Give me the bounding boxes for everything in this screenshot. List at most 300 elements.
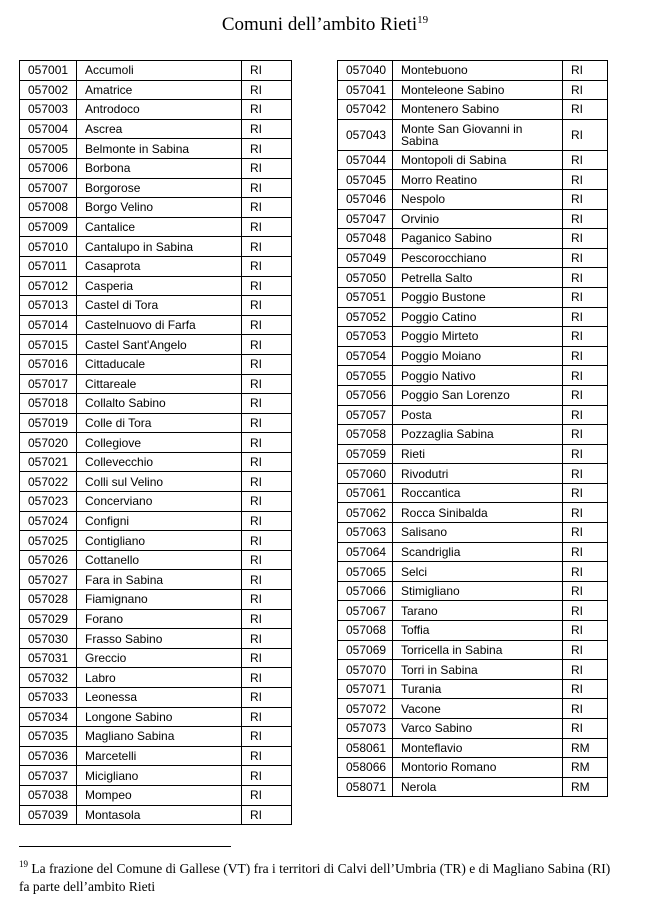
comuni-table-right bbox=[337, 60, 608, 797]
province-cell: RI bbox=[242, 237, 292, 257]
comune-name-cell: Rocca Sinibalda bbox=[393, 503, 563, 523]
province-cell: RI bbox=[563, 268, 608, 288]
comune-code-cell: 057059 bbox=[338, 444, 393, 464]
province-cell: RI bbox=[242, 413, 292, 433]
comune-code-cell: 058061 bbox=[338, 738, 393, 758]
comune-name-cell: Collalto Sabino bbox=[77, 394, 242, 414]
table-row bbox=[20, 746, 292, 766]
comune-name-cell: Montasola bbox=[77, 805, 242, 825]
province-cell: RI bbox=[563, 327, 608, 347]
province-cell: RI bbox=[242, 629, 292, 649]
comune-code-cell: 058071 bbox=[338, 777, 393, 797]
comune-code-cell: 057029 bbox=[20, 609, 77, 629]
comune-code-cell: 057041 bbox=[338, 80, 393, 100]
comune-code-cell: 057021 bbox=[20, 452, 77, 472]
province-cell: RM bbox=[563, 758, 608, 778]
comune-code-cell: 057030 bbox=[20, 629, 77, 649]
province-cell: RI bbox=[242, 276, 292, 296]
table-row bbox=[20, 492, 292, 512]
comune-code-cell: 057056 bbox=[338, 385, 393, 405]
comune-name-cell: Pescorocchiano bbox=[393, 248, 563, 268]
province-cell: RI bbox=[563, 61, 608, 81]
comune-code-cell: 057043 bbox=[338, 119, 393, 150]
province-cell: RI bbox=[242, 315, 292, 335]
comune-name-cell: Vacone bbox=[393, 699, 563, 719]
table-row bbox=[20, 472, 292, 492]
province-cell: RI bbox=[563, 170, 608, 190]
province-cell: RI bbox=[563, 405, 608, 425]
comune-code-cell: 057042 bbox=[338, 100, 393, 120]
comune-name-cell: Monteleone Sabino bbox=[393, 80, 563, 100]
comune-name-cell: Micigliano bbox=[77, 766, 242, 786]
table-row bbox=[338, 738, 608, 758]
province-cell: RI bbox=[242, 374, 292, 394]
table-row bbox=[20, 688, 292, 708]
comune-name-cell: Frasso Sabino bbox=[77, 629, 242, 649]
table-row bbox=[338, 425, 608, 445]
table-row bbox=[338, 248, 608, 268]
province-cell: RI bbox=[242, 472, 292, 492]
province-cell: RI bbox=[242, 119, 292, 139]
table-row bbox=[20, 315, 292, 335]
comune-code-cell: 057054 bbox=[338, 346, 393, 366]
comune-code-cell: 057032 bbox=[20, 668, 77, 688]
comune-name-cell: Monte San Giovanni in Sabina bbox=[393, 119, 563, 150]
province-cell: RI bbox=[242, 727, 292, 747]
province-cell: RI bbox=[563, 209, 608, 229]
table-row bbox=[20, 178, 292, 198]
table-row bbox=[338, 444, 608, 464]
comune-name-cell: Varco Sabino bbox=[393, 719, 563, 739]
comune-name-cell: Turania bbox=[393, 679, 563, 699]
table-row bbox=[338, 100, 608, 120]
table-row bbox=[20, 217, 292, 237]
comune-code-cell: 057067 bbox=[338, 601, 393, 621]
comune-name-cell: Rivodutri bbox=[393, 464, 563, 484]
province-cell: RI bbox=[242, 217, 292, 237]
table-row bbox=[338, 562, 608, 582]
table-row bbox=[338, 80, 608, 100]
comune-name-cell: Mompeo bbox=[77, 785, 242, 805]
comune-code-cell: 057044 bbox=[338, 150, 393, 170]
comune-name-cell: Orvinio bbox=[393, 209, 563, 229]
comune-code-cell: 057035 bbox=[20, 727, 77, 747]
province-cell: RI bbox=[242, 80, 292, 100]
comune-name-cell: Pozzaglia Sabina bbox=[393, 425, 563, 445]
comune-name-cell: Contigliano bbox=[77, 531, 242, 551]
table-row bbox=[338, 640, 608, 660]
province-cell: RI bbox=[563, 150, 608, 170]
comune-code-cell: 057058 bbox=[338, 425, 393, 445]
comune-code-cell: 057022 bbox=[20, 472, 77, 492]
comune-name-cell: Forano bbox=[77, 609, 242, 629]
comune-name-cell: Scandriglia bbox=[393, 542, 563, 562]
table-row bbox=[20, 785, 292, 805]
table-row bbox=[20, 550, 292, 570]
comune-name-cell: Colli sul Velino bbox=[77, 472, 242, 492]
comune-code-cell: 057001 bbox=[20, 61, 77, 81]
comune-code-cell: 057028 bbox=[20, 590, 77, 610]
comune-name-cell: Poggio Nativo bbox=[393, 366, 563, 386]
table-row bbox=[338, 366, 608, 386]
comune-code-cell: 057069 bbox=[338, 640, 393, 660]
comune-name-cell: Casperia bbox=[77, 276, 242, 296]
province-cell: RI bbox=[242, 158, 292, 178]
province-cell: RI bbox=[242, 178, 292, 198]
province-cell: RI bbox=[242, 805, 292, 825]
province-cell: RI bbox=[242, 256, 292, 276]
comune-name-cell: Tarano bbox=[393, 601, 563, 621]
province-cell: RI bbox=[563, 229, 608, 249]
comune-name-cell: Collevecchio bbox=[77, 452, 242, 472]
comune-name-cell: Poggio Bustone bbox=[393, 287, 563, 307]
table-row bbox=[20, 119, 292, 139]
comune-name-cell: Magliano Sabina bbox=[77, 727, 242, 747]
province-cell: RI bbox=[563, 366, 608, 386]
comune-name-cell: Castelnuovo di Farfa bbox=[77, 315, 242, 335]
province-cell: RI bbox=[242, 609, 292, 629]
comune-code-cell: 057007 bbox=[20, 178, 77, 198]
comune-name-cell: Cottanello bbox=[77, 550, 242, 570]
table-row bbox=[338, 150, 608, 170]
table-row bbox=[20, 374, 292, 394]
comune-name-cell: Concerviano bbox=[77, 492, 242, 512]
comune-name-cell: Borgo Velino bbox=[77, 198, 242, 218]
comune-name-cell: Nerola bbox=[393, 777, 563, 797]
comune-code-cell: 057003 bbox=[20, 100, 77, 120]
province-cell: RI bbox=[242, 590, 292, 610]
province-cell: RI bbox=[563, 503, 608, 523]
province-cell: RM bbox=[563, 777, 608, 797]
comune-code-cell: 057034 bbox=[20, 707, 77, 727]
province-cell: RI bbox=[563, 464, 608, 484]
province-cell: RI bbox=[563, 581, 608, 601]
comune-name-cell: Ascrea bbox=[77, 119, 242, 139]
comune-name-cell: Collegiove bbox=[77, 433, 242, 453]
province-cell: RM bbox=[563, 738, 608, 758]
comune-name-cell: Configni bbox=[77, 511, 242, 531]
comune-name-cell: Torricella in Sabina bbox=[393, 640, 563, 660]
comune-code-cell: 057038 bbox=[20, 785, 77, 805]
province-cell: RI bbox=[563, 425, 608, 445]
province-cell: RI bbox=[563, 119, 608, 150]
table-row bbox=[338, 581, 608, 601]
comune-name-cell: Greccio bbox=[77, 648, 242, 668]
table-row bbox=[20, 158, 292, 178]
comune-name-cell: Selci bbox=[393, 562, 563, 582]
table-row bbox=[20, 335, 292, 355]
table-row bbox=[20, 256, 292, 276]
province-cell: RI bbox=[563, 562, 608, 582]
comune-name-cell: Cittaducale bbox=[77, 354, 242, 374]
province-cell: RI bbox=[242, 492, 292, 512]
comune-code-cell: 057005 bbox=[20, 139, 77, 159]
comune-code-cell: 057004 bbox=[20, 119, 77, 139]
comune-code-cell: 057049 bbox=[338, 248, 393, 268]
table-row bbox=[20, 100, 292, 120]
table-row bbox=[20, 198, 292, 218]
comune-name-cell: Cantalice bbox=[77, 217, 242, 237]
comune-code-cell: 057019 bbox=[20, 413, 77, 433]
table-row bbox=[338, 523, 608, 543]
province-cell: RI bbox=[563, 385, 608, 405]
page-title bbox=[0, 14, 650, 36]
province-cell: RI bbox=[242, 296, 292, 316]
comune-name-cell: Poggio Mirteto bbox=[393, 327, 563, 347]
province-cell: RI bbox=[242, 707, 292, 727]
comune-code-cell: 057055 bbox=[338, 366, 393, 386]
comune-name-cell: Cantalupo in Sabina bbox=[77, 237, 242, 257]
table-row bbox=[20, 668, 292, 688]
table-row bbox=[20, 276, 292, 296]
comune-name-cell: Montopoli di Sabina bbox=[393, 150, 563, 170]
comune-code-cell: 057057 bbox=[338, 405, 393, 425]
province-cell: RI bbox=[563, 307, 608, 327]
table-row bbox=[20, 570, 292, 590]
comune-name-cell: Castel Sant'Angelo bbox=[77, 335, 242, 355]
table-row bbox=[20, 648, 292, 668]
comune-name-cell: Poggio Moiano bbox=[393, 346, 563, 366]
table-row bbox=[20, 61, 292, 81]
table-row bbox=[338, 209, 608, 229]
comune-code-cell: 057037 bbox=[20, 766, 77, 786]
comune-code-cell: 057023 bbox=[20, 492, 77, 512]
province-cell: RI bbox=[242, 648, 292, 668]
table-row bbox=[20, 609, 292, 629]
comune-name-cell: Casaprota bbox=[77, 256, 242, 276]
table-row bbox=[338, 601, 608, 621]
title-text: Comuni dell’ambito Rieti bbox=[221, 14, 418, 35]
province-cell: RI bbox=[242, 550, 292, 570]
footnote-text: La frazione del Comune di Gallese (VT) fra i territori di Calvi dell’Umbria (TR) e di Magliano Sabina (RI) fa parte dell’ambito Rieti bbox=[19, 861, 611, 894]
comune-code-cell: 057018 bbox=[20, 394, 77, 414]
comune-code-cell: 057060 bbox=[338, 464, 393, 484]
comune-name-cell: Longone Sabino bbox=[77, 707, 242, 727]
comune-name-cell: Belmonte in Sabina bbox=[77, 139, 242, 159]
table-row bbox=[338, 119, 608, 150]
comune-name-cell: Montenero Sabino bbox=[393, 100, 563, 120]
comune-name-cell: Petrella Salto bbox=[393, 268, 563, 288]
province-cell: RI bbox=[242, 61, 292, 81]
comune-name-cell: Amatrice bbox=[77, 80, 242, 100]
comune-code-cell: 057015 bbox=[20, 335, 77, 355]
comune-code-cell: 057052 bbox=[338, 307, 393, 327]
comune-code-cell: 057027 bbox=[20, 570, 77, 590]
province-cell: RI bbox=[242, 531, 292, 551]
comune-code-cell: 057009 bbox=[20, 217, 77, 237]
comune-name-cell: Roccantica bbox=[393, 483, 563, 503]
comune-name-cell: Accumoli bbox=[77, 61, 242, 81]
province-cell: RI bbox=[563, 523, 608, 543]
footnote-separator bbox=[19, 846, 231, 847]
table-row bbox=[338, 229, 608, 249]
province-cell: RI bbox=[563, 679, 608, 699]
province-cell: RI bbox=[242, 688, 292, 708]
comune-code-cell: 057016 bbox=[20, 354, 77, 374]
title-footnote-marker: 19 bbox=[417, 14, 429, 26]
comune-code-cell: 057033 bbox=[20, 688, 77, 708]
comune-code-cell: 057012 bbox=[20, 276, 77, 296]
comune-code-cell: 057065 bbox=[338, 562, 393, 582]
comune-code-cell: 057048 bbox=[338, 229, 393, 249]
comune-name-cell: Posta bbox=[393, 405, 563, 425]
comune-name-cell: Torri in Sabina bbox=[393, 660, 563, 680]
comune-code-cell: 057014 bbox=[20, 315, 77, 335]
table-row bbox=[338, 405, 608, 425]
comune-code-cell: 057002 bbox=[20, 80, 77, 100]
table-row bbox=[20, 139, 292, 159]
table-row bbox=[338, 327, 608, 347]
table-row bbox=[338, 346, 608, 366]
province-cell: RI bbox=[563, 699, 608, 719]
comune-code-cell: 057045 bbox=[338, 170, 393, 190]
province-cell: RI bbox=[242, 785, 292, 805]
table-row bbox=[20, 727, 292, 747]
table-row bbox=[338, 385, 608, 405]
table-row bbox=[338, 170, 608, 190]
province-cell: RI bbox=[242, 570, 292, 590]
table-row bbox=[20, 629, 292, 649]
comune-name-cell: Nespolo bbox=[393, 189, 563, 209]
province-cell: RI bbox=[563, 660, 608, 680]
table-row bbox=[338, 464, 608, 484]
province-cell: RI bbox=[242, 511, 292, 531]
table-row bbox=[338, 679, 608, 699]
comune-code-cell: 057039 bbox=[20, 805, 77, 825]
comune-name-cell: Borgorose bbox=[77, 178, 242, 198]
province-cell: RI bbox=[563, 80, 608, 100]
province-cell: RI bbox=[242, 139, 292, 159]
table-row bbox=[338, 268, 608, 288]
province-cell: RI bbox=[563, 621, 608, 641]
province-cell: RI bbox=[563, 601, 608, 621]
comune-name-cell: Antrodoco bbox=[77, 100, 242, 120]
table-row bbox=[338, 307, 608, 327]
table-row bbox=[20, 452, 292, 472]
comune-code-cell: 057011 bbox=[20, 256, 77, 276]
table-row bbox=[338, 660, 608, 680]
footnote bbox=[19, 855, 619, 896]
table-row bbox=[338, 542, 608, 562]
table-row bbox=[20, 354, 292, 374]
comune-code-cell: 057053 bbox=[338, 327, 393, 347]
comune-name-cell: Stimigliano bbox=[393, 581, 563, 601]
table-row bbox=[20, 433, 292, 453]
province-cell: RI bbox=[242, 354, 292, 374]
province-cell: RI bbox=[563, 444, 608, 464]
province-cell: RI bbox=[563, 100, 608, 120]
province-cell: RI bbox=[242, 198, 292, 218]
comune-code-cell: 057010 bbox=[20, 237, 77, 257]
comune-name-cell: Marcetelli bbox=[77, 746, 242, 766]
comune-code-cell: 057062 bbox=[338, 503, 393, 523]
table-row bbox=[338, 719, 608, 739]
province-cell: RI bbox=[563, 346, 608, 366]
comune-name-cell: Salisano bbox=[393, 523, 563, 543]
comune-name-cell: Morro Reatino bbox=[393, 170, 563, 190]
comune-name-cell: Poggio Catino bbox=[393, 307, 563, 327]
comune-name-cell: Fara in Sabina bbox=[77, 570, 242, 590]
table-row bbox=[20, 531, 292, 551]
table-row bbox=[338, 61, 608, 81]
comune-code-cell: 057047 bbox=[338, 209, 393, 229]
province-cell: RI bbox=[242, 394, 292, 414]
table-row bbox=[338, 287, 608, 307]
comune-code-cell: 057072 bbox=[338, 699, 393, 719]
comune-code-cell: 057036 bbox=[20, 746, 77, 766]
comune-name-cell: Montorio Romano bbox=[393, 758, 563, 778]
table-row bbox=[20, 590, 292, 610]
comune-code-cell: 057063 bbox=[338, 523, 393, 543]
comune-name-cell: Cittareale bbox=[77, 374, 242, 394]
comune-code-cell: 057061 bbox=[338, 483, 393, 503]
table-row bbox=[338, 503, 608, 523]
comune-code-cell: 057064 bbox=[338, 542, 393, 562]
table-row bbox=[20, 394, 292, 414]
comune-name-cell: Paganico Sabino bbox=[393, 229, 563, 249]
comune-code-cell: 057071 bbox=[338, 679, 393, 699]
table-row bbox=[338, 699, 608, 719]
table-row bbox=[338, 621, 608, 641]
comune-code-cell: 057006 bbox=[20, 158, 77, 178]
province-cell: RI bbox=[242, 766, 292, 786]
comune-code-cell: 057051 bbox=[338, 287, 393, 307]
table-row bbox=[338, 777, 608, 797]
comune-code-cell: 058066 bbox=[338, 758, 393, 778]
province-cell: RI bbox=[563, 483, 608, 503]
comune-name-cell: Leonessa bbox=[77, 688, 242, 708]
table-row bbox=[20, 805, 292, 825]
comune-code-cell: 057066 bbox=[338, 581, 393, 601]
table-row bbox=[20, 80, 292, 100]
comune-name-cell: Rieti bbox=[393, 444, 563, 464]
comune-name-cell: Monteflavio bbox=[393, 738, 563, 758]
comune-name-cell: Poggio San Lorenzo bbox=[393, 385, 563, 405]
table-row bbox=[20, 296, 292, 316]
province-cell: RI bbox=[563, 287, 608, 307]
comune-code-cell: 057025 bbox=[20, 531, 77, 551]
province-cell: RI bbox=[242, 746, 292, 766]
province-cell: RI bbox=[242, 335, 292, 355]
comune-name-cell: Fiamignano bbox=[77, 590, 242, 610]
table-row bbox=[338, 758, 608, 778]
province-cell: RI bbox=[242, 433, 292, 453]
comune-code-cell: 057073 bbox=[338, 719, 393, 739]
comune-code-cell: 057040 bbox=[338, 61, 393, 81]
table-row bbox=[20, 511, 292, 531]
province-cell: RI bbox=[563, 542, 608, 562]
province-cell: RI bbox=[563, 189, 608, 209]
comune-code-cell: 057046 bbox=[338, 189, 393, 209]
table-row bbox=[338, 483, 608, 503]
comuni-table-left bbox=[19, 60, 292, 825]
comune-code-cell: 057050 bbox=[338, 268, 393, 288]
province-cell: RI bbox=[242, 668, 292, 688]
comune-code-cell: 057024 bbox=[20, 511, 77, 531]
comune-code-cell: 057020 bbox=[20, 433, 77, 453]
comune-code-cell: 057026 bbox=[20, 550, 77, 570]
table-row bbox=[338, 189, 608, 209]
comune-name-cell: Castel di Tora bbox=[77, 296, 242, 316]
comune-name-cell: Toffia bbox=[393, 621, 563, 641]
table-row bbox=[20, 413, 292, 433]
comune-code-cell: 057070 bbox=[338, 660, 393, 680]
comune-name-cell: Montebuono bbox=[393, 61, 563, 81]
comune-name-cell: Labro bbox=[77, 668, 242, 688]
table-row bbox=[20, 707, 292, 727]
comune-code-cell: 057013 bbox=[20, 296, 77, 316]
comune-code-cell: 057008 bbox=[20, 198, 77, 218]
